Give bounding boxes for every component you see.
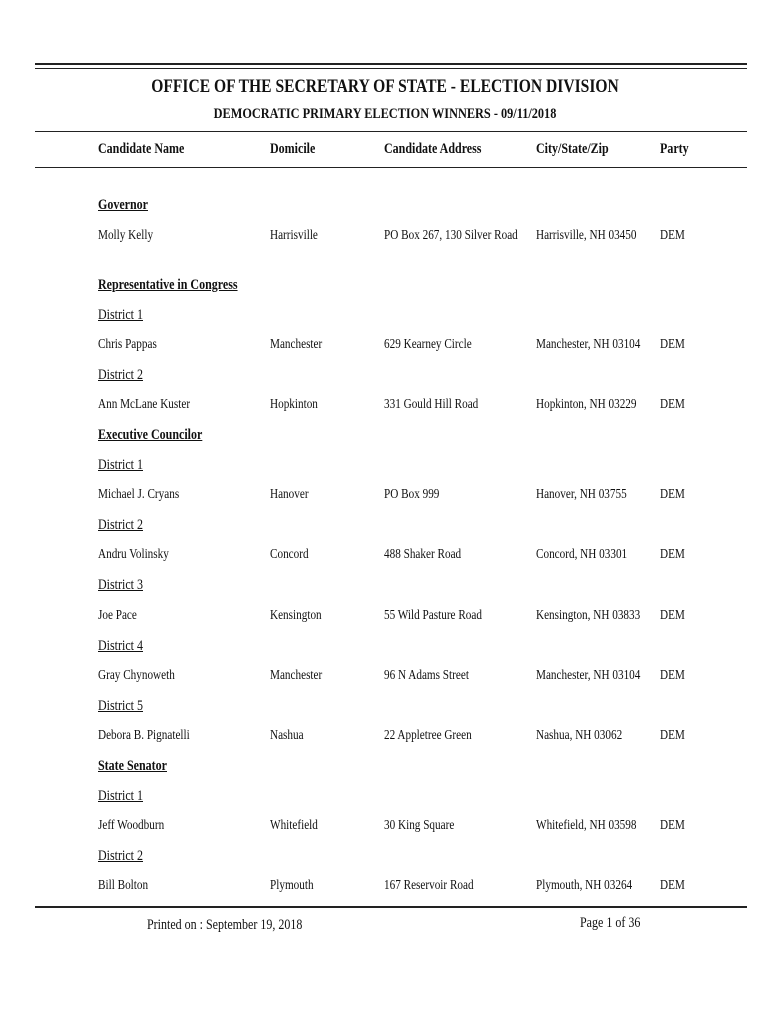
cell-party: DEM [660,668,685,683]
page-subtitle: DEMOCRATIC PRIMARY ELECTION WINNERS - 09/11/2018 [213,106,557,122]
cell-city: Hanover, NH 03755 [536,487,627,502]
top-rule [35,63,747,65]
cell-party: DEM [660,487,685,502]
cell-city: Plymouth, NH 03264 [536,878,633,893]
cell-name: Ann McLane Kuster [98,397,191,412]
district-label: District 2 [98,848,143,864]
cell-city: Kensington, NH 03833 [536,608,641,623]
cell-city: Manchester, NH 03104 [536,668,641,683]
cell-domicile: Whitefield [270,818,318,833]
cell-party: DEM [660,547,685,562]
col-header-city: City/State/Zip [536,141,609,157]
cell-address: 55 Wild Pasture Road [384,608,482,623]
district-label: District 3 [98,577,143,593]
cell-party: DEM [660,397,685,412]
header-rule-top [35,131,747,132]
cell-address: 22 Appletree Green [384,728,472,743]
cell-city: Nashua, NH 03062 [536,728,623,743]
printed-on: Printed on : September 19, 2018 [147,917,303,933]
cell-city: Hopkinton, NH 03229 [536,397,637,412]
district-label: District 2 [98,517,143,533]
district-label: District 1 [98,788,143,804]
col-header-party: Party [660,141,689,157]
district-label: District 1 [98,457,143,473]
cell-city: Whitefield, NH 03598 [536,818,637,833]
page-title: OFFICE OF THE SECRETARY OF STATE - ELECTION DIVISION [151,76,619,97]
cell-party: DEM [660,818,685,833]
cell-address: 167 Reservoir Road [384,878,474,893]
section-senate: State Senator [98,758,167,774]
top-rule-thin [35,68,747,69]
cell-address: 96 N Adams Street [384,668,469,683]
cell-address: 30 King Square [384,818,455,833]
cell-party: DEM [660,608,685,623]
cell-domicile: Manchester [270,668,323,683]
district-label: District 5 [98,698,143,714]
page-number: Page 1 of 36 [580,915,641,931]
cell-name: Michael J. Cryans [98,487,180,502]
cell-address: 629 Kearney Circle [384,337,472,352]
cell-name: Joe Pace [98,608,137,623]
cell-address: 488 Shaker Road [384,547,462,562]
cell-domicile: Nashua [270,728,304,743]
cell-domicile: Hopkinton [270,397,318,412]
cell-domicile: Harrisville [270,228,318,243]
cell-address: PO Box 999 [384,487,440,502]
district-label: District 4 [98,638,143,654]
cell-address: PO Box 267, 130 Silver Road [384,228,518,243]
cell-party: DEM [660,878,685,893]
cell-name: Andru Volinsky [98,547,169,562]
cell-domicile: Hanover [270,487,309,502]
cell-city: Harrisville, NH 03450 [536,228,637,243]
district-label: District 2 [98,367,143,383]
cell-city: Concord, NH 03301 [536,547,628,562]
col-header-name: Candidate Name [98,141,185,157]
section-council: Executive Councilor [98,427,203,443]
footer-rule [35,906,747,908]
cell-domicile: Concord [270,547,309,562]
cell-name: Bill Bolton [98,878,149,893]
cell-party: DEM [660,728,685,743]
cell-party: DEM [660,228,685,243]
cell-party: DEM [660,337,685,352]
cell-name: Molly Kelly [98,228,154,243]
cell-city: Manchester, NH 03104 [536,337,641,352]
cell-name: Debora B. Pignatelli [98,728,190,743]
district-label: District 1 [98,307,143,323]
col-header-address: Candidate Address [384,141,482,157]
cell-domicile: Plymouth [270,878,314,893]
cell-name: Chris Pappas [98,337,157,352]
cell-domicile: Manchester [270,337,323,352]
col-header-domicile: Domicile [270,141,316,157]
section-governor: Governor [98,197,148,213]
cell-domicile: Kensington [270,608,322,623]
cell-name: Gray Chynoweth [98,668,175,683]
cell-name: Jeff Woodburn [98,818,165,833]
cell-address: 331 Gould Hill Road [384,397,479,412]
section-congress: Representative in Congress [98,277,238,293]
header-rule-bottom [35,167,747,168]
